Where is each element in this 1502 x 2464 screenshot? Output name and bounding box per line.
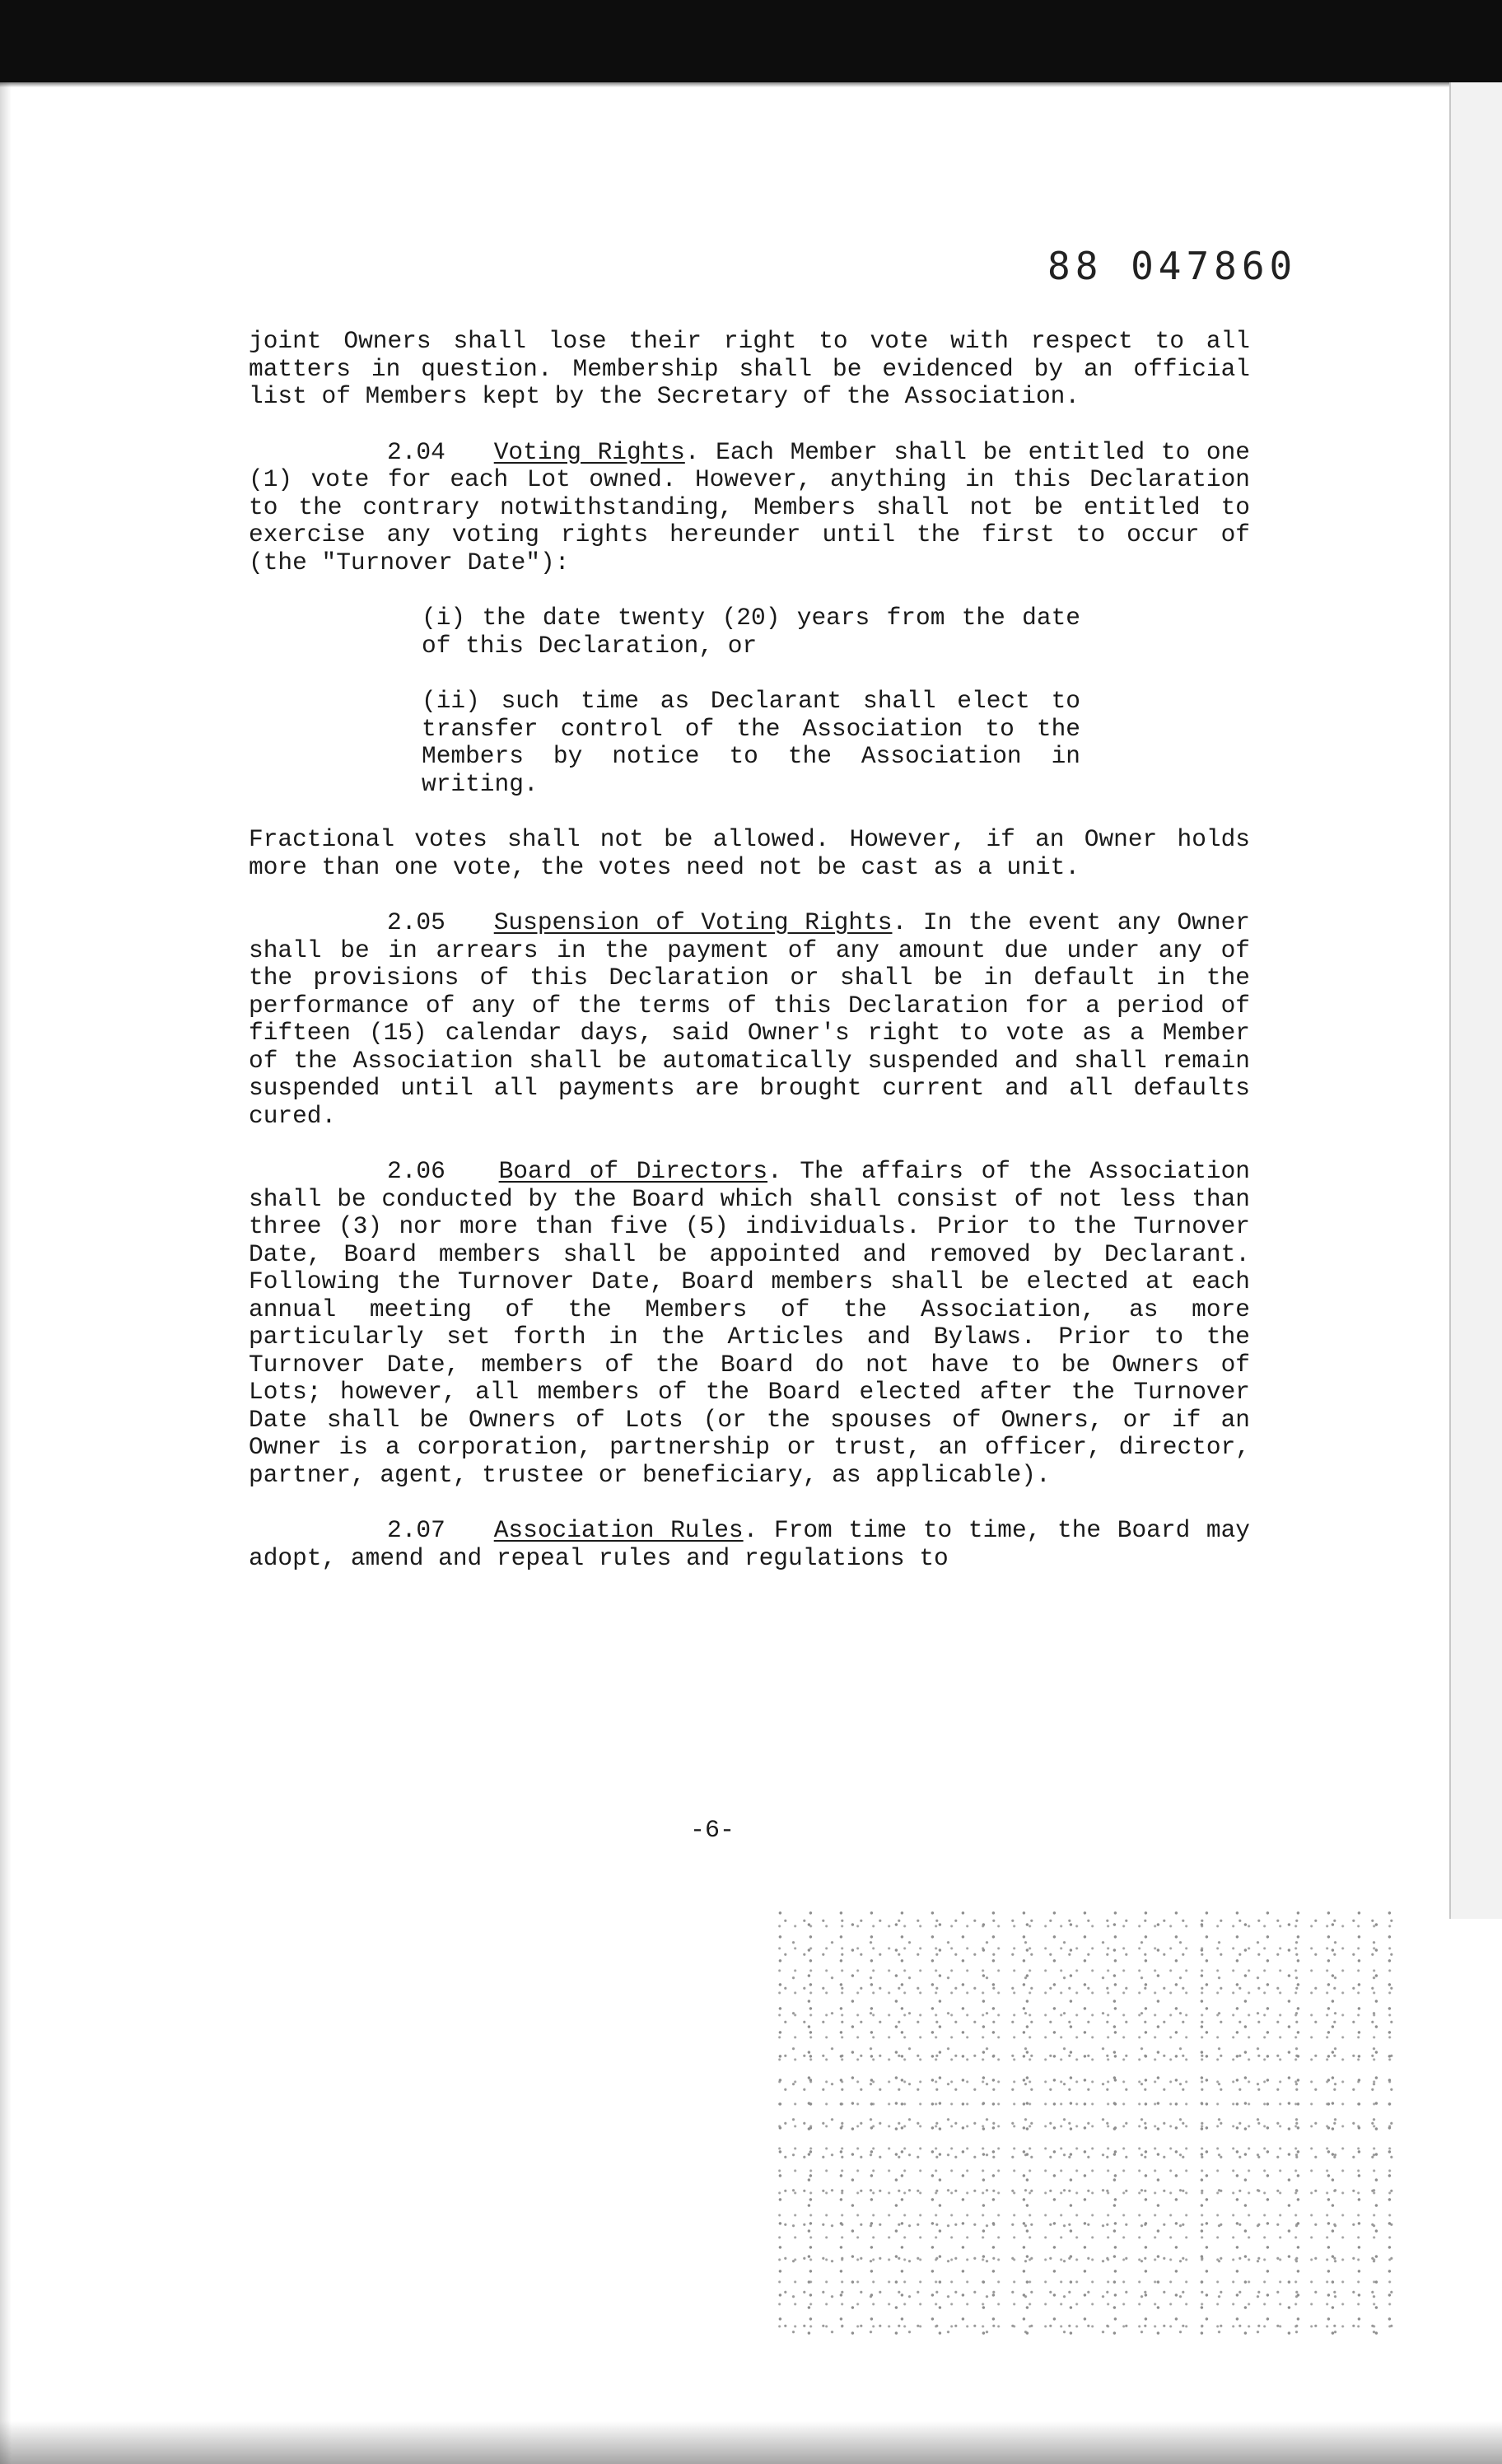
section-heading: Board of Directors <box>498 1157 768 1185</box>
section-number: 2.06 <box>387 1157 445 1185</box>
section-2-06 <box>249 1158 1250 1489</box>
page-number: -6- <box>690 1817 735 1845</box>
list-item-i: (i) the date twenty (20) years from the date of this Declaration, or <box>422 604 1080 660</box>
section-heading: Suspension of Voting Rights <box>493 908 893 936</box>
section-text: . The affairs of the Association shall be conducted by the Board which shall consist of not less than three (3) nor more than five (5) individuals. Prior to the Turnover Date, Board members shall be appointed and removed by Declarant. Following the Turnover Date, Board members shall be elected at each annual meeting of the Members of the Association, as more particularly set forth in the Articles and Bylaws. Prior to the Turnover Date, members of the Board do not have to be Owners of Lots; however, all members of the Board elected after the Turnover Date shall be Owners of Lots (or the spouses of Owners, or if an Owner is a corporation, partnership or trust, an officer, director, partner, agent, trustee or beneficiary, as applicable). <box>249 1157 1250 1489</box>
scan-bottom-shadow <box>0 2421 1502 2464</box>
section-2-05 <box>249 909 1250 1130</box>
paragraph-fractional-votes: Fractional votes shall not be allowed. However, if an Owner holds more than one vote, the votes need not be cast as a unit. <box>249 825 1250 881</box>
section-heading: Association Rules <box>493 1516 744 1544</box>
scan-noise <box>774 1911 1400 2339</box>
section-text: . From time to time, the Board may adopt, amend and repeal rules and regulations to <box>249 1516 1251 1572</box>
list-item-ii: (ii) such time as Declarant shall elect to transfer control of the Association to the Members by notice to the Association in writing. <box>422 687 1080 798</box>
section-heading: Voting Rights <box>493 437 685 466</box>
document-number: 88 047860 <box>1047 244 1298 288</box>
paragraph-continuation: joint Owners shall lose their right to vote with respect to all matters in question. Membership shall be evidenced by an official list of Members kept by the Secretary of the Association. <box>249 327 1250 410</box>
document-body <box>249 328 1250 1600</box>
scan-top-border <box>0 0 1502 82</box>
scan-left-shadow <box>0 82 12 2464</box>
page-right-edge <box>1449 82 1502 1919</box>
section-2-04 <box>249 439 1250 577</box>
section-2-07 <box>249 1517 1250 1572</box>
section-number: 2.04 <box>387 437 445 466</box>
section-text: . Each Member shall be entitled to one (1) vote for each Lot owned. However, anything in this Declaration to the contrary notwithstanding, Members shall not be entitled to exercise any voting rights hereunder until the first to occur of (the "Turnover Date"): <box>249 437 1251 576</box>
section-number: 2.05 <box>387 908 445 936</box>
section-number: 2.07 <box>387 1516 445 1544</box>
section-text: . In the event any Owner shall be in arrears in the payment of any amount due under any of the provisions of this Declaration or shall be in default in the performance of any of the terms of this Declaration for a period of fifteen (15) calendar days, said Owner's right to vote as a Member of the Association shall be automatically suspended and shall remain suspended until all payments are brought current and all defaults cured. <box>249 908 1250 1130</box>
